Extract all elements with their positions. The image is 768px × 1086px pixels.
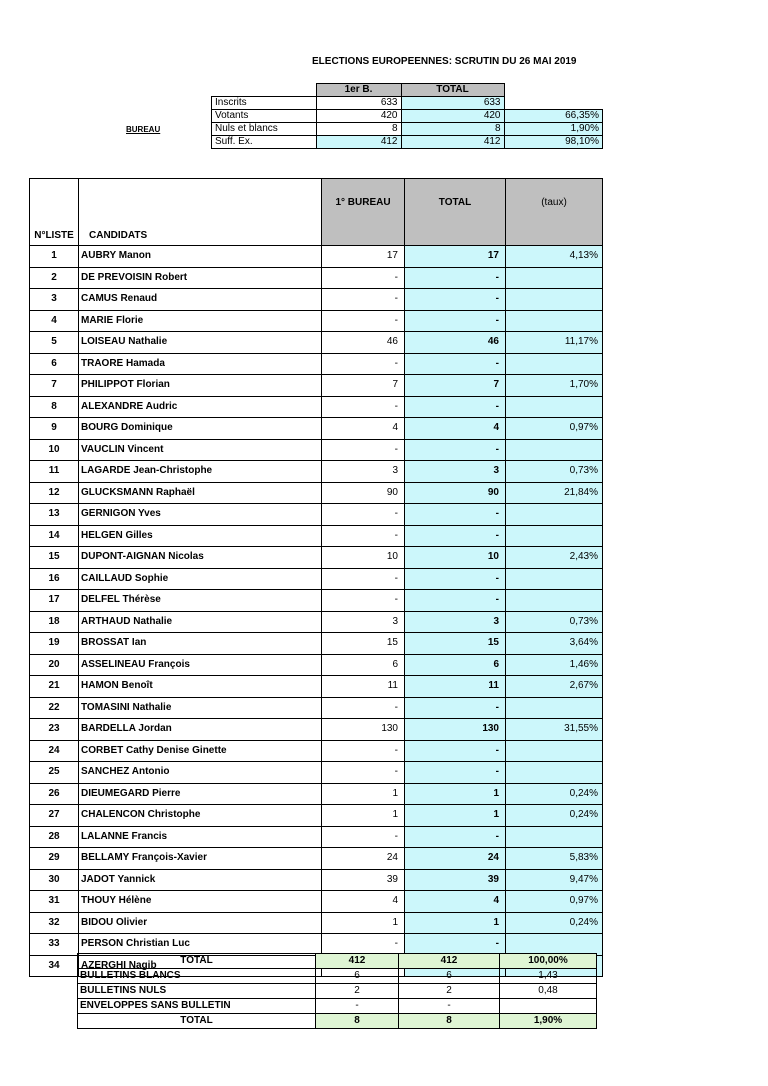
liste-number: 30	[30, 869, 79, 891]
vote-rate: 0,24%	[506, 805, 603, 827]
total-votes: 1	[405, 805, 506, 827]
bureau-votes: 10	[322, 547, 405, 569]
liste-number: 7	[30, 375, 79, 397]
liste-number: 15	[30, 547, 79, 569]
total-votes: -	[405, 267, 506, 289]
liste-number: 33	[30, 934, 79, 956]
bureau-votes: 15	[322, 633, 405, 655]
summary-pct: 66,35%	[504, 110, 603, 123]
table-row	[30, 418, 603, 440]
bureau-votes: 4	[322, 418, 405, 440]
footer-taux: 100,00%	[500, 954, 597, 969]
footer-label: TOTAL	[78, 1014, 316, 1029]
vote-rate: 9,47%	[506, 869, 603, 891]
liste-number: 10	[30, 439, 79, 461]
footer-taux: 1,43	[500, 969, 597, 984]
liste-number: 17	[30, 590, 79, 612]
footer-row	[78, 999, 597, 1014]
total-votes: 10	[405, 547, 506, 569]
total-votes: -	[405, 740, 506, 762]
candidate-name: BELLAMY François-Xavier	[79, 848, 322, 870]
footer-taux	[500, 999, 597, 1014]
vote-rate: 0,73%	[506, 611, 603, 633]
liste-number: 20	[30, 654, 79, 676]
table-row	[30, 676, 603, 698]
candidate-name: BARDELLA Jordan	[79, 719, 322, 741]
total-votes: 24	[405, 848, 506, 870]
col-bureau-header: 1° BUREAU	[322, 179, 405, 246]
table-row	[30, 547, 603, 569]
candidate-name: CHALENCON Christophe	[79, 805, 322, 827]
bureau-votes: -	[322, 289, 405, 311]
liste-number: 2	[30, 267, 79, 289]
table-row	[30, 740, 603, 762]
summary-row	[212, 123, 603, 136]
candidate-name: ARTHAUD Nathalie	[79, 611, 322, 633]
vote-rate: 4,13%	[506, 246, 603, 268]
vote-rate: 21,84%	[506, 482, 603, 504]
table-row	[30, 439, 603, 461]
total-votes: 3	[405, 611, 506, 633]
liste-number: 27	[30, 805, 79, 827]
liste-number: 12	[30, 482, 79, 504]
table-row	[30, 891, 603, 913]
page-title: ELECTIONS EUROPEENNES: SCRUTIN DU 26 MAI 2019	[312, 56, 577, 67]
candidate-name: TOMASINI Nathalie	[79, 697, 322, 719]
col-liste-header: N°LISTE	[30, 179, 79, 246]
vote-rate: 0,97%	[506, 418, 603, 440]
table-row	[30, 525, 603, 547]
table-row	[30, 332, 603, 354]
vote-rate	[506, 525, 603, 547]
liste-number: 6	[30, 353, 79, 375]
col-taux-header: (taux)	[506, 179, 603, 246]
summary-total: 633	[401, 97, 504, 110]
summary-label: Inscrits	[212, 97, 317, 110]
bureau-votes: -	[322, 310, 405, 332]
candidate-name: ASSELINEAU François	[79, 654, 322, 676]
table-row	[30, 482, 603, 504]
bureau-votes: 46	[322, 332, 405, 354]
total-votes: 15	[405, 633, 506, 655]
table-row	[30, 848, 603, 870]
vote-rate: 2,67%	[506, 676, 603, 698]
vote-rate: 0,24%	[506, 783, 603, 805]
bureau-votes: -	[322, 590, 405, 612]
bureau-votes: 39	[322, 869, 405, 891]
summary-row	[212, 136, 603, 149]
bureau-votes: 11	[322, 676, 405, 698]
vote-rate	[506, 826, 603, 848]
total-votes: 130	[405, 719, 506, 741]
liste-number: 9	[30, 418, 79, 440]
bureau-votes: 1	[322, 805, 405, 827]
total-votes: 46	[405, 332, 506, 354]
total-votes: 6	[405, 654, 506, 676]
footer-total-row	[78, 954, 597, 969]
summary-b1: 412	[316, 136, 401, 149]
summary-header-row	[212, 84, 603, 97]
summary-b1: 420	[316, 110, 401, 123]
vote-rate	[506, 439, 603, 461]
candidate-name: GLUCKSMANN Raphaël	[79, 482, 322, 504]
total-votes: -	[405, 697, 506, 719]
table-row	[30, 353, 603, 375]
table-row	[30, 568, 603, 590]
summary-total: 412	[401, 136, 504, 149]
total-votes: 7	[405, 375, 506, 397]
vote-rate	[506, 697, 603, 719]
total-votes: -	[405, 353, 506, 375]
candidate-name: TRAORE Hamada	[79, 353, 322, 375]
footer-b1: 412	[316, 954, 399, 969]
summary-header-total: TOTAL	[401, 84, 504, 97]
candidate-name: GERNIGON Yves	[79, 504, 322, 526]
total-votes: -	[405, 762, 506, 784]
summary-pct: 1,90%	[504, 123, 603, 136]
candidate-name: AZERGHI Nagib	[79, 955, 322, 977]
footer-label: BULLETINS BLANCS	[78, 969, 316, 984]
total-votes: 4	[405, 418, 506, 440]
total-votes: 1	[405, 912, 506, 934]
bureau-votes: 3	[322, 611, 405, 633]
liste-number: 34	[30, 955, 79, 977]
total-votes: 1	[405, 783, 506, 805]
vote-rate: 11,17%	[506, 332, 603, 354]
footer-label: TOTAL	[78, 954, 316, 969]
candidate-name: PERSON Christian Luc	[79, 934, 322, 956]
bureau-votes: 24	[322, 848, 405, 870]
summary-label: Votants	[212, 110, 317, 123]
total-votes: 11	[405, 676, 506, 698]
table-row	[30, 633, 603, 655]
table-row	[30, 697, 603, 719]
footer-label: BULLETINS NULS	[78, 984, 316, 999]
bureau-label: BUREAU	[126, 125, 161, 134]
liste-number: 25	[30, 762, 79, 784]
vote-rate: 0,97%	[506, 891, 603, 913]
table-row	[30, 805, 603, 827]
bureau-votes: 6	[322, 654, 405, 676]
footer-total: 8	[399, 1014, 500, 1029]
footer-b1: 6	[316, 969, 399, 984]
bureau-votes: 130	[322, 719, 405, 741]
summary-total: 8	[401, 123, 504, 136]
liste-number: 28	[30, 826, 79, 848]
vote-rate	[506, 396, 603, 418]
total-votes: -	[405, 439, 506, 461]
footer-taux: 1,90%	[500, 1014, 597, 1029]
liste-number: 13	[30, 504, 79, 526]
bureau-votes: 17	[322, 246, 405, 268]
bureau-votes: -	[322, 826, 405, 848]
candidate-name: DE PREVOISIN Robert	[79, 267, 322, 289]
vote-rate: 2,43%	[506, 547, 603, 569]
table-row	[30, 869, 603, 891]
table-row	[30, 310, 603, 332]
total-votes: -	[405, 396, 506, 418]
bureau-votes: -	[322, 267, 405, 289]
footer-total: 412	[399, 954, 500, 969]
bureau-votes: -	[322, 697, 405, 719]
vote-rate	[506, 934, 603, 956]
total-votes: -	[405, 568, 506, 590]
footer-total: -	[399, 999, 500, 1014]
total-votes: -	[405, 504, 506, 526]
liste-number: 4	[30, 310, 79, 332]
table-row	[30, 654, 603, 676]
col-candidats-header: CANDIDATS	[79, 179, 322, 246]
results-table	[29, 178, 603, 977]
table-row	[30, 762, 603, 784]
candidate-name: DUPONT-AIGNAN Nicolas	[79, 547, 322, 569]
footer-taux: 0,48	[500, 984, 597, 999]
bureau-votes: -	[322, 934, 405, 956]
bureau-votes: -	[322, 568, 405, 590]
total-votes: 3	[405, 461, 506, 483]
table-row	[30, 375, 603, 397]
table-row	[30, 504, 603, 526]
liste-number: 32	[30, 912, 79, 934]
bureau-votes: -	[322, 396, 405, 418]
footer-b1: 8	[316, 1014, 399, 1029]
footer-row	[78, 984, 597, 999]
footer-total: 6	[399, 969, 500, 984]
bureau-votes: 4	[322, 891, 405, 913]
liste-number: 8	[30, 396, 79, 418]
candidate-name: SANCHEZ Antonio	[79, 762, 322, 784]
liste-number: 31	[30, 891, 79, 913]
summary-pct: 98,10%	[504, 136, 603, 149]
vote-rate	[506, 740, 603, 762]
bureau-votes: -	[322, 353, 405, 375]
candidate-name: LAGARDE Jean-Christophe	[79, 461, 322, 483]
vote-rate	[506, 289, 603, 311]
bureau-votes: 1	[322, 912, 405, 934]
footer-total: 2	[399, 984, 500, 999]
candidate-name: HELGEN Gilles	[79, 525, 322, 547]
col-total-header: TOTAL	[405, 179, 506, 246]
table-row	[30, 783, 603, 805]
vote-rate: 0,24%	[506, 912, 603, 934]
summary-row	[212, 97, 603, 110]
table-row	[30, 289, 603, 311]
vote-rate	[506, 568, 603, 590]
summary-row	[212, 110, 603, 123]
table-row	[30, 611, 603, 633]
bureau-votes: 90	[322, 482, 405, 504]
vote-rate: 5,83%	[506, 848, 603, 870]
candidate-name: ALEXANDRE Audric	[79, 396, 322, 418]
vote-rate	[506, 267, 603, 289]
table-row	[30, 719, 603, 741]
liste-number: 24	[30, 740, 79, 762]
summary-total: 420	[401, 110, 504, 123]
liste-number: 14	[30, 525, 79, 547]
total-votes: 90	[405, 482, 506, 504]
summary-label: Suff. Ex.	[212, 136, 317, 149]
vote-rate: 31,55%	[506, 719, 603, 741]
vote-rate	[506, 762, 603, 784]
summary-b1: 8	[316, 123, 401, 136]
bureau-votes: -	[322, 525, 405, 547]
table-row	[30, 826, 603, 848]
bureau-votes: 3	[322, 461, 405, 483]
vote-rate: 1,70%	[506, 375, 603, 397]
liste-number: 23	[30, 719, 79, 741]
liste-number: 21	[30, 676, 79, 698]
table-row	[30, 461, 603, 483]
total-votes: 4	[405, 891, 506, 913]
footer-table	[77, 953, 597, 1029]
candidate-name: MARIE Florie	[79, 310, 322, 332]
liste-number: 29	[30, 848, 79, 870]
bureau-votes: -	[322, 504, 405, 526]
table-row	[30, 934, 603, 956]
footer-b1: -	[316, 999, 399, 1014]
summary-header-1er-b: 1er B.	[316, 84, 401, 97]
candidate-name: BIDOU Olivier	[79, 912, 322, 934]
liste-number: 1	[30, 246, 79, 268]
total-votes: 39	[405, 869, 506, 891]
vote-rate	[506, 310, 603, 332]
candidate-name: VAUCLIN Vincent	[79, 439, 322, 461]
bureau-votes: 7	[322, 375, 405, 397]
footer-total-row	[78, 1014, 597, 1029]
bureau-votes: -	[322, 439, 405, 461]
candidate-name: LALANNE Francis	[79, 826, 322, 848]
liste-number: 5	[30, 332, 79, 354]
table-row	[30, 590, 603, 612]
candidate-name: CORBET Cathy Denise Ginette	[79, 740, 322, 762]
candidate-name: CAMUS Renaud	[79, 289, 322, 311]
vote-rate	[506, 590, 603, 612]
total-votes: -	[405, 310, 506, 332]
table-row	[30, 246, 603, 268]
total-votes: 17	[405, 246, 506, 268]
total-votes: -	[405, 289, 506, 311]
table-row	[30, 912, 603, 934]
results-header-row	[30, 179, 603, 246]
vote-rate	[506, 504, 603, 526]
candidate-name: DELFEL Thérèse	[79, 590, 322, 612]
bureau-votes: 1	[322, 783, 405, 805]
candidate-name: LOISEAU Nathalie	[79, 332, 322, 354]
summary-b1: 633	[316, 97, 401, 110]
footer-label: ENVELOPPES SANS BULLETIN	[78, 999, 316, 1014]
candidate-name: BROSSAT Ian	[79, 633, 322, 655]
candidate-name: BOURG Dominique	[79, 418, 322, 440]
liste-number: 18	[30, 611, 79, 633]
candidate-name: DIEUMEGARD Pierre	[79, 783, 322, 805]
footer-b1: 2	[316, 984, 399, 999]
table-row	[30, 396, 603, 418]
total-votes: -	[405, 826, 506, 848]
vote-rate: 0,73%	[506, 461, 603, 483]
liste-number: 19	[30, 633, 79, 655]
bureau-votes: -	[322, 740, 405, 762]
bureau-votes: -	[322, 762, 405, 784]
candidate-name: HAMON Benoît	[79, 676, 322, 698]
candidate-name: AUBRY Manon	[79, 246, 322, 268]
liste-number: 16	[30, 568, 79, 590]
vote-rate	[506, 353, 603, 375]
vote-rate: 1,46%	[506, 654, 603, 676]
candidate-name: JADOT Yannick	[79, 869, 322, 891]
footer-row	[78, 969, 597, 984]
candidate-name: PHILIPPOT Florian	[79, 375, 322, 397]
candidate-name: CAILLAUD Sophie	[79, 568, 322, 590]
table-row	[30, 267, 603, 289]
liste-number: 11	[30, 461, 79, 483]
total-votes: -	[405, 590, 506, 612]
summary-label: Nuls et blancs	[212, 123, 317, 136]
summary-table	[211, 83, 603, 149]
liste-number: 26	[30, 783, 79, 805]
total-votes: -	[405, 934, 506, 956]
total-votes: -	[405, 525, 506, 547]
vote-rate: 3,64%	[506, 633, 603, 655]
liste-number: 22	[30, 697, 79, 719]
candidate-name: THOUY Hélène	[79, 891, 322, 913]
liste-number: 3	[30, 289, 79, 311]
